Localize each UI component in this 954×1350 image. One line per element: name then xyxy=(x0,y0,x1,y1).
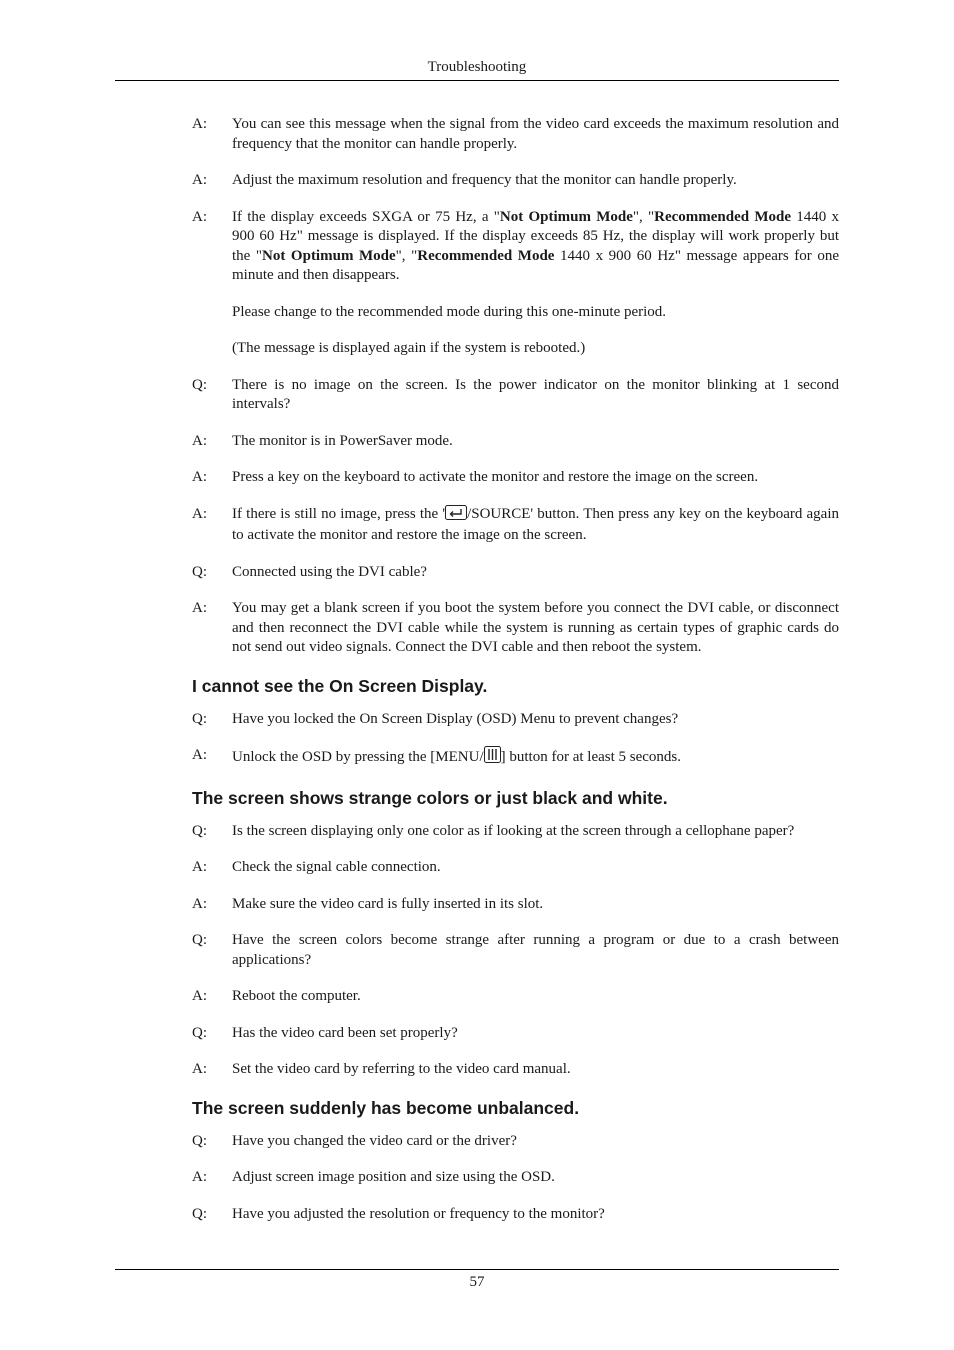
qa-item xyxy=(192,171,839,191)
answer-text: You can see this message when the signal from the video card exceeds the maximum resolution and frequency that the monitor can handle properly. xyxy=(232,116,839,152)
qa-item xyxy=(192,563,839,583)
question-text: Have the screen colors become strange after running a program or due to a crash between applications? xyxy=(232,932,839,968)
page-header-title: Troubleshooting xyxy=(427,59,527,75)
text-run: 1440 x 900 60 Hz" message appears for one minute and then disappears. xyxy=(232,247,840,283)
answer-text xyxy=(232,746,839,770)
qa-item xyxy=(192,895,839,915)
answer-text xyxy=(232,505,839,546)
question-label: Q: xyxy=(192,563,207,580)
answer-text: Adjust screen image position and size using the OSD. xyxy=(232,1169,555,1185)
text-run: /SOURCE' button. Then press any key on the keyboard again to activate the monitor and restore the image on the screen. xyxy=(232,505,839,543)
footer-divider xyxy=(115,1269,839,1270)
question-text: Have you adjusted the resolution or frequency to the monitor? xyxy=(232,1205,605,1222)
answer-text: Adjust the maximum resolution and frequency that the monitor can handle properly. xyxy=(232,172,737,188)
text-run: Unlock the OSD by pressing the [MENU/ xyxy=(232,749,484,765)
question-text: Connected using the DVI cable? xyxy=(232,563,427,580)
answer-label: A: xyxy=(192,988,207,1004)
question-text: Have you locked the On Screen Display (OSD) Menu to prevent changes? xyxy=(232,710,679,727)
question-label: Q: xyxy=(192,932,207,948)
qa-item xyxy=(192,115,839,154)
answer-label: A: xyxy=(192,895,207,912)
qa-item xyxy=(192,599,839,658)
answer-text: Make sure the video card is fully inserted in its slot. xyxy=(232,895,544,912)
question-label: Q: xyxy=(192,1024,207,1041)
text-run: ", " xyxy=(632,208,655,225)
qa-item xyxy=(192,987,839,1007)
answer-label: A: xyxy=(192,1169,207,1185)
answer-label: A: xyxy=(192,432,207,449)
answer-label: A: xyxy=(192,1061,207,1077)
section-heading: I cannot see the On Screen Display. xyxy=(192,675,488,696)
answer-label: A: xyxy=(192,859,207,875)
qa-item xyxy=(192,376,839,415)
question-text: Is the screen displaying only one color as if looking at the screen through a cellophane paper? xyxy=(232,822,795,839)
qa-item xyxy=(192,1060,839,1080)
answer-label: A: xyxy=(192,747,207,763)
page-number: 57 xyxy=(469,1274,485,1290)
qa-item xyxy=(192,710,839,730)
answer-label: A: xyxy=(192,116,207,132)
answer-label: A: xyxy=(192,208,207,225)
text-run: If there is still no image, press the ' xyxy=(232,505,446,522)
text-run: If the display exceeds SXGA or 75 Hz, a " xyxy=(232,208,500,225)
answer-text: Set the video card by referring to the video card manual. xyxy=(232,1061,571,1077)
question-label: Q: xyxy=(192,822,207,839)
answer-label: A: xyxy=(192,600,207,616)
qa-item xyxy=(192,858,839,878)
qa-item xyxy=(192,931,839,970)
question-label: Q: xyxy=(192,1132,207,1149)
note-paragraph: Please change to the recommended mode during this one-minute period. xyxy=(232,303,667,320)
answer-label: A: xyxy=(192,505,207,522)
qa-item xyxy=(192,432,839,452)
text-run: ] button for at least 5 seconds. xyxy=(500,749,682,765)
answer-text: Check the signal cable connection. xyxy=(232,859,441,875)
qa-item xyxy=(192,1132,839,1152)
answer-label: A: xyxy=(192,172,207,188)
bold-term: Recommended Mode xyxy=(417,247,555,264)
question-text: Has the video card been set properly? xyxy=(232,1024,458,1041)
text-run: ", " xyxy=(395,247,418,264)
qa-item xyxy=(192,208,839,286)
question-label: Q: xyxy=(192,376,207,393)
enter-source-icon xyxy=(445,505,467,527)
bold-term: Recommended Mode xyxy=(654,208,791,225)
answer-text: Press a key on the keyboard to activate the monitor and restore the image on the screen. xyxy=(232,469,759,485)
menu-icon xyxy=(484,746,501,770)
question-label: Q: xyxy=(192,1205,207,1222)
answer-text: Reboot the computer. xyxy=(232,988,361,1004)
note-paragraph: (The message is displayed again if the system is rebooted.) xyxy=(232,340,586,356)
qa-item xyxy=(192,746,839,770)
question-text: Have you changed the video card or the driver? xyxy=(232,1132,517,1149)
qa-item xyxy=(192,1024,839,1044)
header-divider xyxy=(115,80,839,81)
bold-term: Not Optimum Mode xyxy=(262,247,396,264)
qa-item xyxy=(192,505,839,546)
answer-text: The monitor is in PowerSaver mode. xyxy=(232,432,453,449)
qa-item xyxy=(192,1168,839,1188)
bold-term: Not Optimum Mode xyxy=(499,208,633,225)
qa-item xyxy=(192,468,839,488)
question-label: Q: xyxy=(192,710,207,727)
answer-text xyxy=(232,208,839,286)
section-heading: The screen shows strange colors or just black and white. xyxy=(192,787,668,808)
question-text: There is no image on the screen. Is the power indicator on the monitor blinking at 1 second intervals? xyxy=(232,376,839,412)
document-body xyxy=(192,115,839,1241)
section-heading: The screen suddenly has become unbalanced. xyxy=(192,1097,580,1118)
text-run: 1440 x 900 60 Hz" message is displayed. If the display exceeds 85 Hz, the display will work properly but the " xyxy=(232,208,839,264)
qa-item xyxy=(192,822,839,842)
answer-text: You may get a blank screen if you boot the system before you connect the DVI cable, or disconnect and then reconnect the DVI cable while the system is running as certain types of graphic cards do not send out video signals. Connect the DVI cable and then reboot the system. xyxy=(232,600,839,655)
qa-item xyxy=(192,1205,839,1225)
answer-label: A: xyxy=(192,469,207,485)
